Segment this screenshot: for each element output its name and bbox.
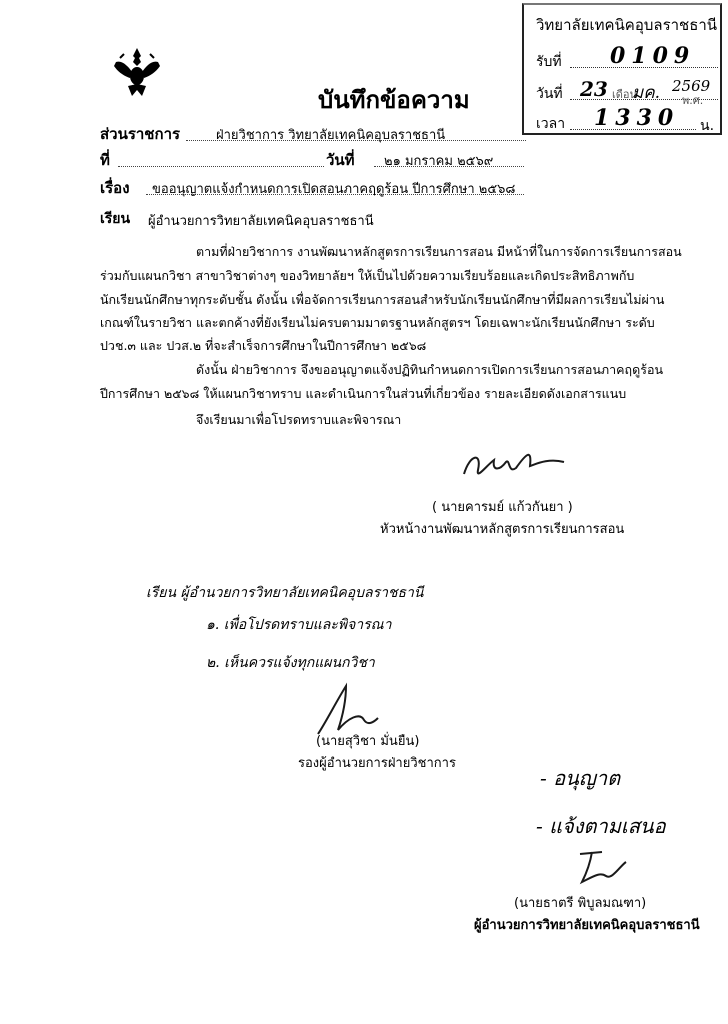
- signature-1: [456, 440, 576, 490]
- closing-line: จึงเรียนมาเพื่อโปรดทราบและพิจารณา: [196, 412, 402, 427]
- body-line: ปวช.๓ และ ปวส.๒ ที่จะสำเร็จการศึกษาในปีการศึกษา ๒๕๖๘: [100, 338, 427, 353]
- body-line: ตามที่ฝ่ายวิชาการ งานพัฒนาหลักสูตรการเรียนการสอน มีหน้าที่ในการจัดการเรียนการสอน: [196, 244, 682, 259]
- note-salutation: เรียน ผู้อำนวยการวิทยาลัยเทคนิคอุบลราชธานี: [146, 585, 424, 601]
- body-line: ร่วมกับแผนกวิชา สาขาวิชาต่างๆ ของวิทยาลัยฯ ให้เป็นไปด้วยความเรียบร้อยและเกิดประสิทธิภาพกับ: [100, 268, 635, 283]
- signer1-position: หัวหน้างานพัฒนาหลักสูตรการเรียนการสอน: [380, 522, 625, 537]
- memo-title: บันทึกข้อความ: [318, 86, 470, 114]
- date-label: วันที่: [326, 151, 355, 169]
- stamp-receipt-label: รับที่: [536, 54, 562, 70]
- note-line-1: ๑. เพื่อโปรดทราบและพิจารณา: [206, 617, 392, 633]
- division-label: ส่วนราชการ: [100, 125, 181, 143]
- signer2-position: รองผู้อำนวยการฝ่ายวิชาการ: [298, 756, 456, 771]
- note-line-2: ๒. เห็นควรแจ้งทุกแผนกวิชา: [206, 655, 375, 671]
- signer3-name: (นายธาตรี พิบูลมณฑา): [514, 896, 647, 911]
- division-value: ฝ่ายวิชาการ วิทยาลัยเทคนิคอุบลราชธานี: [216, 128, 446, 143]
- body-line: ดังนั้น ฝ่ายวิชาการ จึงขออนุญาตแจ้งปฏิทินกำหนดการเปิดการเรียนการสอนภาคฤดูร้อน: [196, 362, 663, 377]
- to-value: ผู้อำนวยการวิทยาลัยเทคนิคอุบลราชธานี: [148, 214, 374, 229]
- stamp-org: วิทยาลัยเทคนิคอุบลราชธานี: [536, 16, 718, 34]
- signer2-name: (นายสุวิชา มั่นยืน): [316, 734, 420, 749]
- ref-label: ที่: [100, 151, 110, 169]
- signer3-position: ผู้อำนวยการวิทยาลัยเทคนิคอุบลราชธานี: [474, 918, 700, 933]
- subject-value: ขออนุญาตแจ้งกำหนดการเปิดสอนภาคฤดูร้อน ปีการศึกษา ๒๕๖๘: [152, 182, 516, 197]
- garuda-emblem-icon: [108, 44, 166, 100]
- stamp-date-month: มค.: [632, 83, 660, 103]
- stamp-time-unit: น.: [700, 118, 715, 134]
- director-note-line-1: - อนุญาต: [540, 766, 621, 790]
- director-note-line-2: - แจ้งตามเสนอ: [536, 814, 666, 838]
- stamp-date-day: 23: [580, 77, 608, 101]
- stamp-receipt-number: 0109: [610, 43, 696, 69]
- stamp-time-label: เวลา: [536, 116, 566, 132]
- body-line: ปีการศึกษา ๒๕๖๘ ให้แผนกวิชาทราบ และดำเนินการในส่วนที่เกี่ยวข้อง รายละเอียดดังเอกสารแนบ: [100, 386, 627, 401]
- signature-3: [572, 846, 632, 886]
- date-value: ๒๑ มกราคม ๒๕๖๙: [384, 154, 494, 169]
- stamp-date-year: 2569: [672, 77, 711, 95]
- signer1-name: ( นายคารมย์ แก้วกันยา ): [432, 500, 573, 515]
- to-label: เรียน: [100, 211, 131, 227]
- receipt-stamp: [522, 3, 722, 135]
- stamp-year-label: พ.ศ.: [682, 94, 704, 107]
- stamp-date-label: วันที่: [536, 86, 563, 102]
- stamp-month-label: เดือน: [612, 88, 638, 101]
- stamp-time-value: 1330: [594, 105, 680, 131]
- subject-label: เรื่อง: [100, 179, 130, 197]
- body-line: นักเรียนนักศึกษาทุกระดับชั้น ดังนั้น เพื่อจัดการเรียนการสอนสำหรับนักเรียนนักศึกษาที่มีผลการเรียนไม่ผ่าน: [100, 292, 665, 307]
- body-line: เกณฑ์ในรายวิชา และตกค้างที่ยังเรียนไม่ครบตามมาตรฐานหลักสูตรฯ โดยเฉพาะนักเรียนนักศึกษา ระดับ: [100, 315, 655, 330]
